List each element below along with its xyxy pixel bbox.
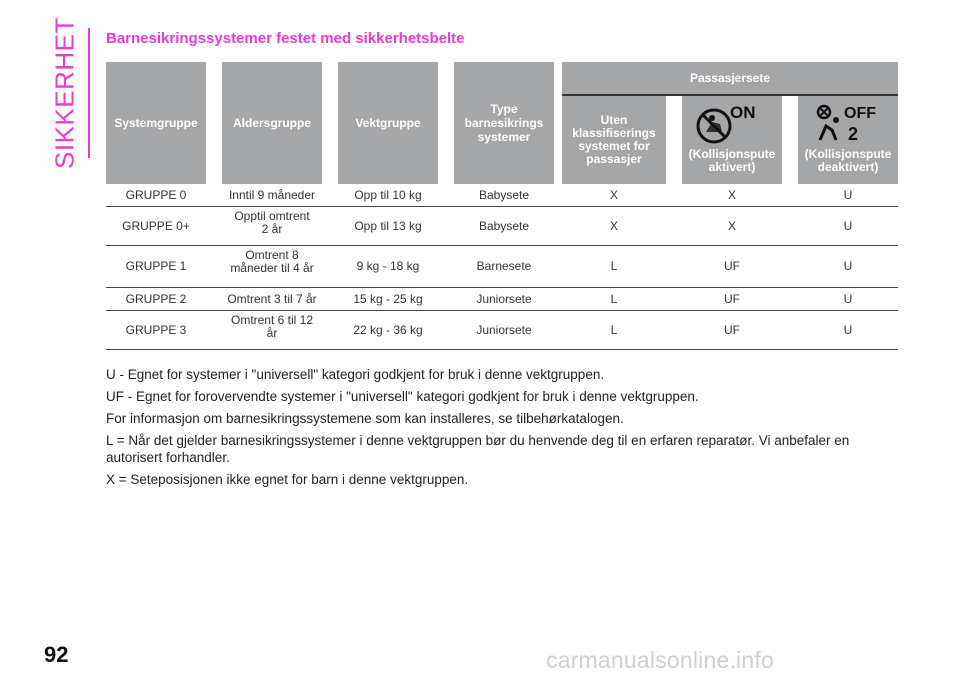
cell-airbag-off: U (843, 322, 853, 337)
cell-unclassified: L (610, 259, 618, 273)
header-unclassified (562, 96, 666, 184)
airbag-off-icon-group (802, 100, 894, 144)
page-number: 92 (44, 642, 69, 667)
header-system-group: Systemgruppe (106, 62, 206, 184)
note-uf: UF - Egnet for forovervendte systemer i "universell" kategori godkjent for bruk i denne vektgruppen. (106, 389, 699, 404)
child-seat-table (106, 62, 898, 350)
header-weight-group: Vektgruppe (338, 62, 438, 184)
header-seat-type-text: Type barnesikrings systemer (464, 102, 544, 144)
cell-airbag-on: UF (724, 322, 740, 337)
cell-unclassified: L (610, 291, 618, 306)
cell-weight: Opp til 13 kg (354, 218, 422, 233)
cell-unclassified: X (609, 218, 618, 233)
table-body (106, 184, 898, 350)
cell-age-text: Opptil omtrent 2 år (234, 209, 310, 236)
airbag-off-icon (806, 100, 890, 144)
header-airbag-on (682, 96, 782, 184)
cell-weight: Opp til 10 kg (354, 187, 422, 202)
header-age-group: Aldersgruppe (222, 62, 322, 184)
table-row (106, 246, 898, 288)
cell-group: GRUPPE 1 (125, 259, 187, 273)
table-row (106, 288, 898, 311)
airbag-on-text: (Kollisjonspute aktivert) (688, 147, 776, 174)
note-l: L = Når det gjelder barnesikringssystemer i denne vektgruppen bør du henvende deg til en erfaren reparatør. Vi anbefaler en autorisert forhandler. (106, 433, 850, 465)
cell-group: GRUPPE 2 (125, 291, 187, 306)
table-row (106, 184, 898, 207)
airbag-on-icon (690, 100, 774, 144)
legend-notes (106, 366, 906, 493)
cell-airbag-off: U (843, 259, 853, 273)
note-x: X = Seteposisjonen ikke egnet for barn i denne vektgruppen. (106, 472, 469, 487)
cell-weight: 9 kg - 18 kg (356, 259, 420, 273)
cell-type: Babysete (478, 218, 530, 233)
cell-group: GRUPPE 0+ (122, 218, 190, 233)
cell-age (222, 246, 322, 287)
cell-age (222, 311, 322, 349)
airbag-off-text: (Kollisjonspute deaktivert) (804, 147, 892, 174)
section-label: SIKKERHET (49, 17, 80, 169)
airbag-off-label: OFF (844, 105, 876, 122)
cell-weight: 22 kg - 36 kg (353, 322, 423, 337)
watermark: carmanualsonline.info (546, 647, 774, 673)
cell-airbag-on: X (727, 218, 736, 233)
cell-airbag-off: U (843, 218, 853, 233)
cell-group: GRUPPE 3 (125, 322, 187, 337)
cell-age: Inntil 9 måneder (228, 187, 316, 202)
airbag-on-icon-group (686, 100, 778, 144)
cell-airbag-off: U (843, 291, 853, 306)
table-header (106, 62, 898, 184)
cell-group: GRUPPE 0 (125, 187, 187, 202)
cell-age-text: Omtrent 8 måneder til 4 år (230, 248, 314, 275)
cell-age-text: Omtrent 6 til 12 år (230, 313, 314, 340)
cell-type: Juniorsete (476, 322, 532, 337)
note-info: For informasjon om barnesikringssystemene som kan installeres, se tilbehørkatalogen. (106, 411, 624, 426)
table-row (106, 207, 898, 246)
header-unclassified-text: Uten klassifiserings systemet for passasjer (572, 113, 656, 166)
header-passenger-seat: Passasjersete (562, 62, 898, 94)
note-u: U - Egnet for systemer i "universell" kategori godkjent for bruk i denne vektgruppen. (106, 367, 605, 382)
cell-weight: 15 kg - 25 kg (353, 291, 423, 306)
section-rule (88, 28, 90, 158)
cell-type: Babysete (478, 187, 530, 202)
cell-age: Omtrent 3 til 7 år (227, 291, 317, 306)
header-airbag-off (798, 96, 898, 184)
cell-airbag-on: UF (724, 259, 740, 273)
cell-airbag-off: U (843, 187, 853, 202)
cell-age (222, 207, 322, 245)
page-title: Barnesikringssystemer festet med sikkerhetsbelte (106, 30, 465, 47)
header-seat-type (454, 62, 554, 184)
cell-type: Juniorsete (476, 291, 532, 306)
airbag-off-number: 2 (848, 124, 859, 144)
cell-airbag-on: X (727, 187, 736, 202)
cell-airbag-on: UF (724, 291, 740, 306)
cell-unclassified: X (609, 187, 618, 202)
table-row (106, 311, 898, 350)
cell-unclassified: L (610, 322, 618, 337)
airbag-on-label: ON (730, 103, 756, 122)
cell-type: Barnesete (476, 259, 532, 273)
